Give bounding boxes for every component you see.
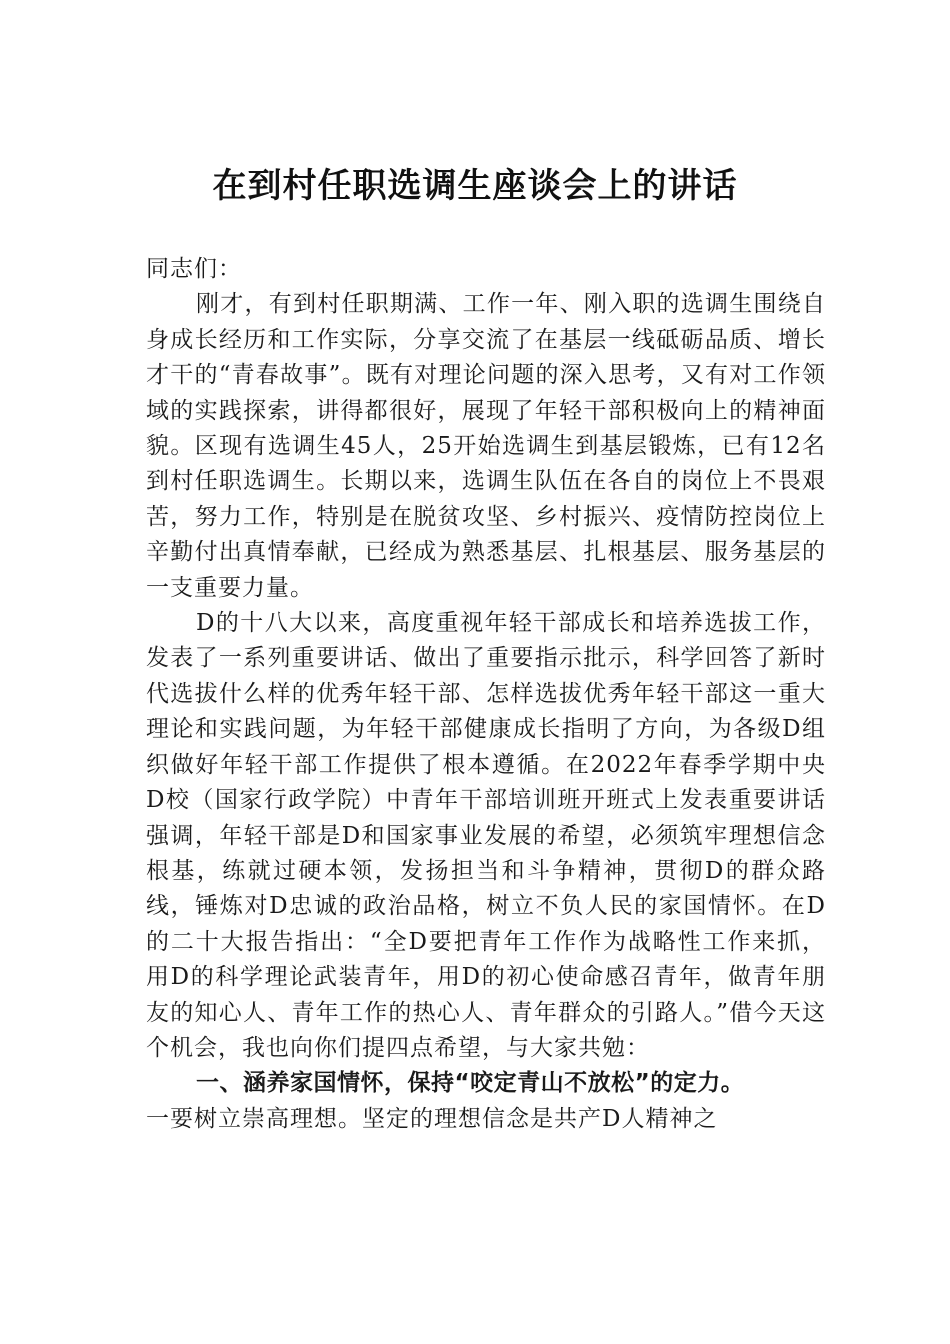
paragraph-2: D的十八大以来，高度重视年轻干部成长和培养选拔工作，发表了一系列重要讲话、做出了重要指示批示，科学回答了新时代选拔什么样的优秀年轻干部、怎样选拔优秀年轻干部这一重大理论和实践问题，为年轻干部健康成长指明了方向，为各级D组织做好年轻干部工作提供了根本遵循。在2022年春季学期中央D校（国家行政学院）中青年干部培训班开班式上发表重要讲话强调，年轻干部是D和国家事业发展的希望，必须筑牢理想信念根基，练就过硬本领，发扬担当和斗争精神，贯彻D的群众路线，锤炼对D忠诚的政治品格，树立不负人民的家国情怀。在D的二十大报告指出：“全D要把青年工作作为战略性工作来抓，用D的科学理论武装青年，用D的初心使命感召青年，做青年朋友的知心人、青年工作的热心人、青年群众的引路人。”借今天这个机会，我也向你们提四点希望，与大家共勉： — [146, 610, 826, 1061]
section-heading-1: 一、涵养家国情怀，保持“咬定青山不放松”的定力。 — [196, 1070, 745, 1097]
document-title: 在到村任职选调生座谈会上的讲话 — [212, 166, 738, 206]
document-body — [146, 252, 826, 1137]
paragraph-1: 刚才，有到村任职期满、工作一年、刚入职的选调生围绕自身成长经历和工作实际，分享交流了在基层一线砥砺品质、增长才干的“青春故事”。既有对理论问题的深入思考，又有对工作领域的实践探索，讲得都很好，展现了年轻干部积极向上的精神面貌。区现有选调生45人，25开始选调生到基层锻炼，已有12名到村任职选调生。长期以来，选调生队伍在各自的岗位上不畏艰苦，努力工作，特别是在脱贫攻坚、乡村振兴、疫情防控岗位上辛勤付出真情奉献，已经成为熟悉基层、扎根基层、服务基层的一支重要力量。 — [146, 291, 826, 601]
paragraph-3: 一要树立崇高理想。坚定的理想信念是共产D人精神之 — [146, 1105, 718, 1132]
salutation: 同志们： — [146, 256, 242, 282]
